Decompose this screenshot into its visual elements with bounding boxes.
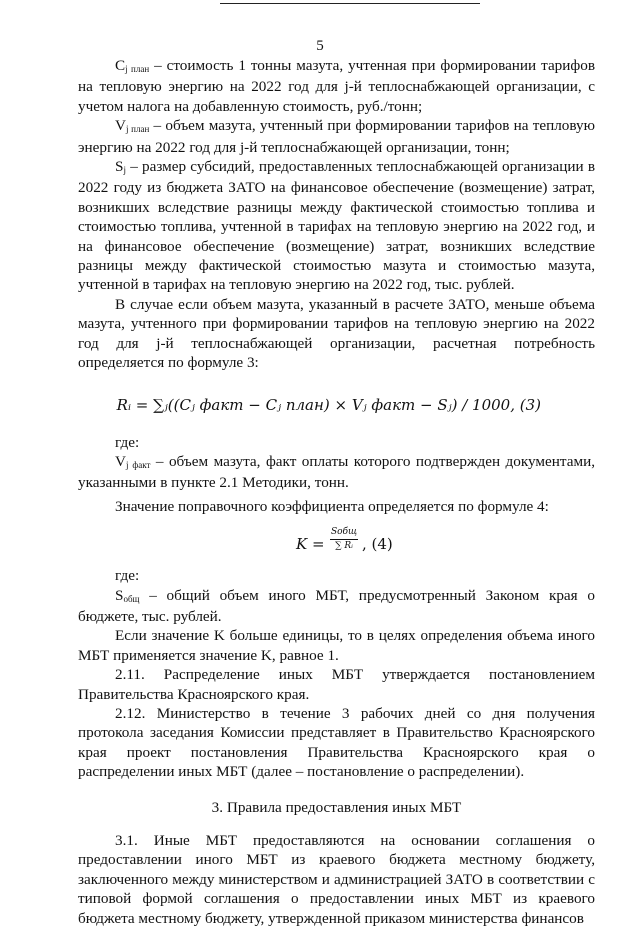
symbol-s: S [115,158,124,176]
formula4-equals: = [312,535,325,554]
definition-c-plan: – стоимость 1 тонны мазута, учтенная при формировании тарифов на тепловую энергию на 2022 год для j-й теплоснабжающей организации, с учетом налога на добавленную стоимость, руб./тонн; [78,57,596,115]
subscript-v-plan: j план [125,124,150,135]
paragraph-2-11: 2.11. Распределение иных МБТ утверждается постановлением Правительства Красноярского края. [78,666,595,703]
definition-s-total: – общий объем иного МБТ, предусмотренный Законом края о бюджете, тыс. рублей. [78,586,595,625]
formula4-number: , (4) [362,535,393,554]
paragraph-2-12: 2.12. Министерство в течение 3 рабочих дней со дня получения протокола заседания Комиссии представляет в Правительство Красноярского края проект постановления Правительства Красноярского края о распределении иных МБТ (далее – постановление о распределении). [78,704,595,781]
symbol-c: C [115,57,126,74]
paragraph-k-limit: Если значение K больше единицы, то в целях определения объема иного МБТ применяется значение K, равное 1. [78,627,595,664]
section-heading-3: 3. Правила предоставления иных МБТ [211,798,462,816]
paragraph-formula4-intro: Значение поправочного коэффициента определяется по формуле 4: [115,497,549,515]
paragraph-v-plan [78,116,595,157]
top-border-line [220,3,480,4]
paragraph-s-j [78,157,595,295]
formula4-k: K [296,535,308,554]
subscript-c-plan: j план [125,64,150,74]
paragraph-3-1: 3.1. Иные МБТ предоставляются на основании соглашения о предоставлении иного МБТ из краевого бюджета местному бюджету, заключенного между министерством и администрацией ЗАТО в соответствии с типовой формой соглашения о предоставлении иных МБТ из краевого бюджета местному бюджету, утвержденной приказом министерства финансов [78,832,595,927]
formula4-fraction [330,526,358,552]
definition-v-fact: – объем мазута, факт оплаты которого подтвержден документами, указанными в пункте 2.1 Методики, тонн. [78,452,595,492]
paragraph-formula3-intro: В случае если объем мазута, указанный в расчете ЗАТО, меньше объема мазута, учтенного при формировании тарифов на тепловую энергию на 2022 год для j-й теплоснабжающей организации, расчетная потребность определяется по формуле 3: [78,295,595,372]
definition-s-j: – размер субсидий, предоставленных теплоснабжающей организации в 2022 году из бюджета ЗАТО на финансовое обеспечение (возмещение) затрат, возникших вследствие разницы между фактической стоимостью топлива и стоимостью топлива, учтенной в тарифах на тепловую энергию на 2022 год, и на финансовое обеспечение (возмещение) затрат, возникших вследствие разницы между фактической стоимостью мазута и стоимостью мазута, учтенной в тарифах на тепловую энергию на 2022 год, тыс. рублей. [78,158,595,294]
formula4-numerator: Sобщ [330,526,358,540]
subscript-s-j: j [123,165,126,176]
paragraph-c-plan [78,56,595,116]
subscript-v-fact: j факт [125,459,151,470]
where-label-2: где: [115,567,140,585]
definition-v-plan: – объем мазута, учтенный при формировании тарифов на тепловую энергию на 2022 год для j-й теплоснабжающей организации, тонн; [78,117,595,156]
paragraph-s-total [78,586,595,627]
formula-3: Rᵢ = ∑ⱼ((Cⱼ факт − Cⱼ план) × Vⱼ факт − Sⱼ) / 1000, (3) [116,395,541,414]
page-number: 5 [316,38,324,54]
where-label-1: где: [115,433,140,451]
symbol-s-total: S [115,586,124,604]
symbol-v-fact: V [115,452,126,470]
formula-4 [78,524,595,566]
paragraph-v-fact [78,452,595,493]
symbol-v: V [115,117,126,135]
subscript-s-total: общ [123,593,140,604]
formula4-denominator: ∑ Rᵢ [335,541,353,552]
document-body [78,56,595,928]
